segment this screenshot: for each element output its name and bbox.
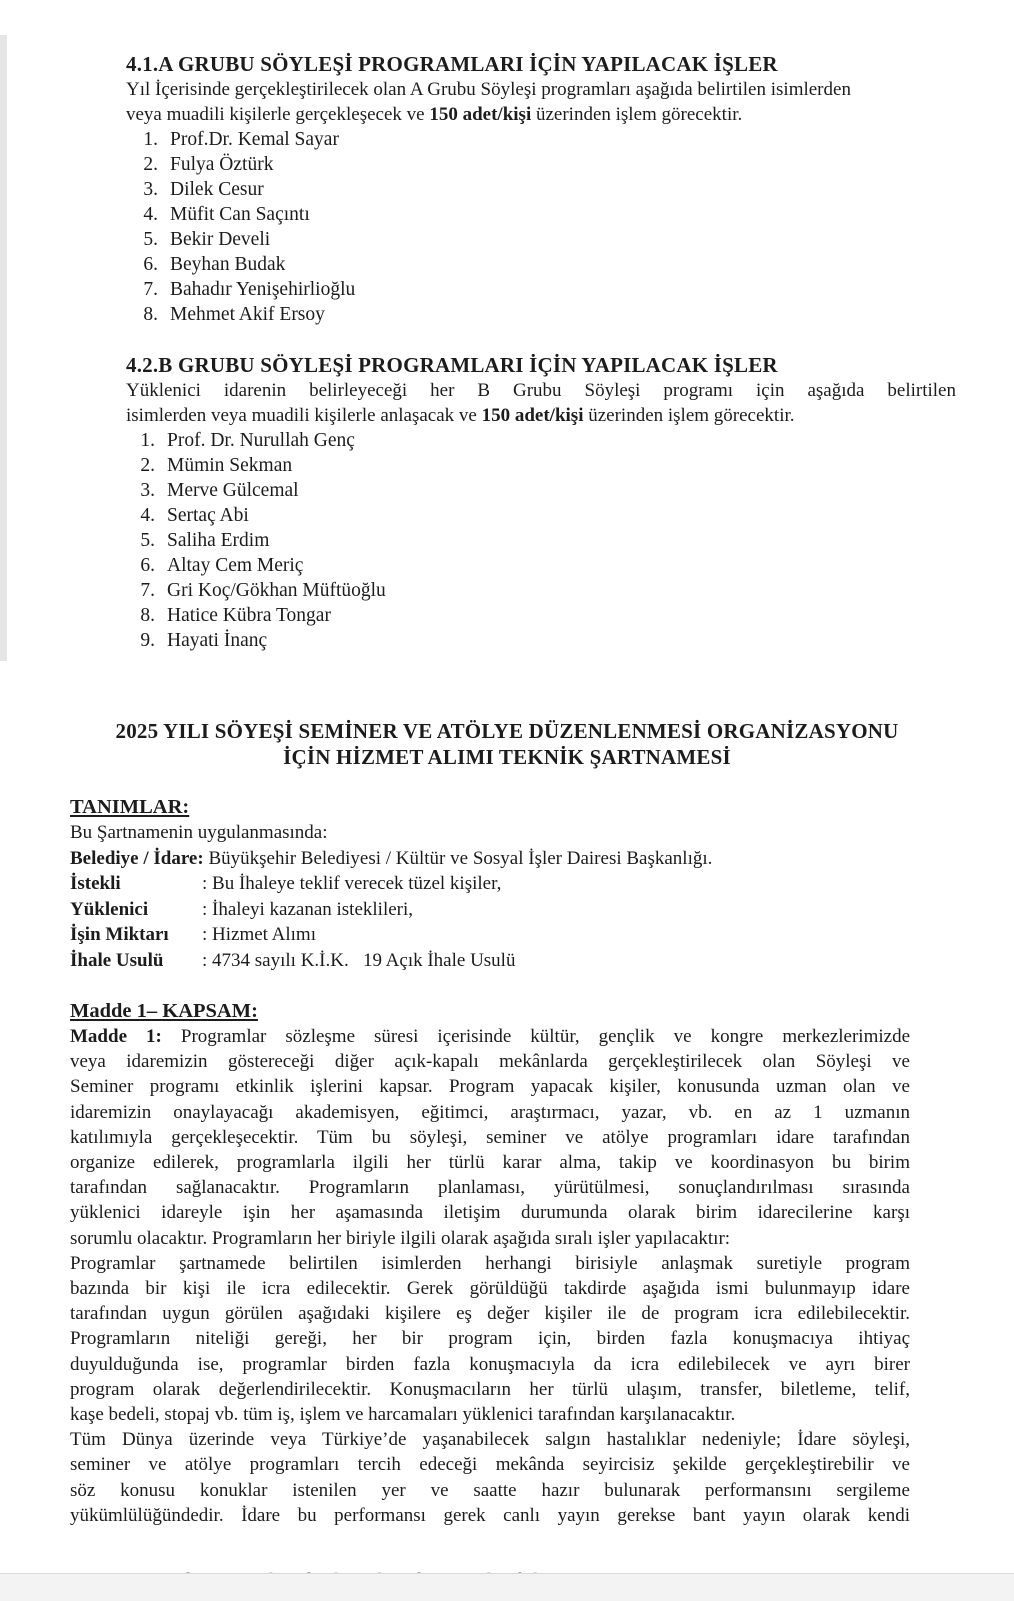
article-line: Programların niteliği gereği, her bir program için, birden fazla konuşmacıya ihtiyaç [70,1328,910,1350]
list-item: 1. Prof.Dr. Kemal Sayar [143,129,339,150]
article-line: yüklenici idareyle işin her aşamasında iletişim durumunda olarak birim idarecilerine karşı [70,1202,910,1224]
list-item: 2. Fulya Öztürk [143,154,274,175]
article-line: program olarak değerlendirilecektir. Konuşmacıların her türlü ulaşım, transfer, biletleme, telif, [70,1378,910,1400]
article-line: tarafından uygun görülen aşağıdaki kişilere eş değer kişiler ile de program icra edilebilecektir. [70,1303,910,1325]
article-line: katılımıyla gerçekleşecektir. Tüm bu söyleşi, seminer ve atölye programları idare tarafından [70,1126,910,1148]
list-item: 8. Hatice Kübra Tongar [140,605,331,626]
article-1-heading: Madde 1– KAPSAM: [70,1000,258,1022]
article-line: veya idaremizin göstereceği diğer açık-kapalı mekânlarda gerçekleştirilecek olan Söyleşi ve [70,1051,910,1073]
list-item: 2. Mümin Sekman [140,455,293,476]
section-a-quantity: 150 adet/kişi [429,104,532,125]
list-item: 4. Sertaç Abi [140,505,249,526]
bottom-overlay-bar [0,1573,1014,1601]
article-lead: Madde 1: [70,1026,162,1047]
article-line: Seminer programı etkinlik işlerini kapsar. Program yapacak kişiler, konusunda uzman olan ve [70,1076,910,1098]
list-item: 9. Hayati İnanç [140,630,268,651]
section-a-intro-line2-pre: veya muadili kişilerle gerçekleşecek ve [126,104,430,125]
section-a-intro [126,77,956,127]
page-left-edge [0,35,7,661]
definitions-heading: TANIMLAR: [70,796,190,818]
article-line: idaremizin onaylayacağı akademisyen, eğitimci, araştırmacı, yazar, vb. en az 1 uzmanın [70,1101,910,1123]
article-line: duyulduğunda ise, programlar birden fazla konuşmacıyla da icra edilebilecek ve ayrı birer [70,1353,910,1375]
list-item: 3. Dilek Cesur [143,179,264,200]
article-line: söz konusu konuklar istenilen yer ve saatte hazır bulunarak performansını sergileme [70,1479,910,1501]
definitions-section [70,795,910,973]
article-line: Madde 1: Programlar sözleşme süresi içerisinde kültür, gençlik ve kongre merkezlerimizde [70,1026,910,1047]
section-a-heading: 4.1.A GRUBU SÖYLEŞİ PROGRAMLARI İÇİN YAPILACAK İŞLER [126,52,778,76]
document-title-line1: 2025 YILI SÖYEŞİ SEMİNER VE ATÖLYE DÜZENLENMESİ ORGANİZASYONU [115,719,899,743]
list-item: 3. Merve Gülcemal [140,480,299,501]
definition-authority: Belediye / İdare: Büyükşehir Belediyesi / Kültür ve Sosyal İşler Dairesi Başkanlığı. [70,847,713,869]
section-a-list [126,127,956,327]
document-title-line2: İÇİN HİZMET ALIMI TEKNİK ŞARTNAMESİ [283,745,731,769]
article-line: organize edilerek, programlarla ilgili her türlü karar alma, takip ve koordinasyon bu birim [70,1152,910,1174]
list-item: 6. Beyhan Budak [143,254,286,275]
list-item: 5. Bekir Develi [143,229,271,250]
list-item: 7. Bahadır Yenişehirlioğlu [143,279,356,300]
article-line: seminer ve atölye programları tercih edeceği mekânda seyircisiz şekilde gerçekleştirebilir ve [70,1454,910,1476]
list-item: 1. Prof. Dr. Nurullah Genç [140,430,355,451]
section-b [126,352,956,653]
definition-row: İhale Usulü : 4734 sayılı K.İ.K. 19 Açık İhale Usulü [70,949,516,971]
article-line: tarafından sağlanacaktır. Programların planlaması, yürütülmesi, sonuçlandırılması sırasında [70,1177,910,1199]
list-item: 5. Saliha Erdim [140,530,270,551]
list-item: 7. Gri Koç/Gökhan Müftüoğlu [140,580,386,601]
section-b-intro [126,378,956,428]
section-b-quantity: 150 adet/kişi [481,405,584,426]
section-a [126,51,956,327]
section-b-intro-line2-pre: isimlerden veya muadili kişilerle anlaşacak ve [126,405,482,426]
list-item: 4. Müfit Can Saçıntı [143,204,310,225]
list-item: 6. Altay Cem Meriç [140,555,304,576]
article-line: bazında bir kişi ile icra edilecektir. Gerek görüldüğü takdirde aşağıda ismi bulunmayıp idare [70,1278,910,1300]
list-item: 8. Mehmet Akif Ersoy [143,304,325,325]
section-b-intro-line1: Yüklenici idarenin belirleyeceği her B Grubu Söyleşi programı için aşağıda belirtilen [126,380,956,401]
article-line: sorumlu olacaktır. Programların her biriyle ilgili olarak aşağıda sıralı işler yapılacaktır: [70,1227,731,1249]
section-b-intro-line2-post: üzerinden işlem görecektir. [583,405,795,426]
section-a-intro-line1: Yıl İçerisinde gerçekleştirilecek olan A Grubu Söyleşi programları aşağıda belirtilen isimlerden [126,79,851,100]
article-line: Tüm Dünya üzerinde veya Türkiye’de yaşanabilecek salgın hastalıklar nedeniyle; İdare söyleşi, [70,1429,910,1451]
section-b-heading: 4.2.B GRUBU SÖYLEŞİ PROGRAMLARI İÇİN YAPILACAK İŞLER [126,353,778,377]
section-a-intro-line2-post: üzerinden işlem görecektir. [531,104,743,125]
article-line: Programlar şartnamede belirtilen isimlerden herhangi birisiyle anlaşmak suretiyle program [70,1252,910,1274]
definition-row: Yüklenici : İhaleyi kazanan isteklileri, [70,898,414,920]
article-line: kaşe bedeli, stopaj vb. tüm iş, işlem ve harcamaları yüklenici tarafından karşılanacaktır. [70,1404,736,1426]
section-b-list [123,428,956,653]
article-1-section [70,999,910,1528]
definition-row: İstekli : Bu İhaleye teklif verecek tüzel kişiler, [70,873,502,894]
article-line: yükümlülüğündedir. İdare bu performansı gerek canlı yayın gerekse bant yayın olarak kendi [70,1504,910,1526]
definitions-intro: Bu Şartnamenin uygulanmasında: [70,822,328,843]
definition-row: İşin Miktarı : Hizmet Alımı [70,924,316,945]
article-1-body [70,1024,910,1528]
